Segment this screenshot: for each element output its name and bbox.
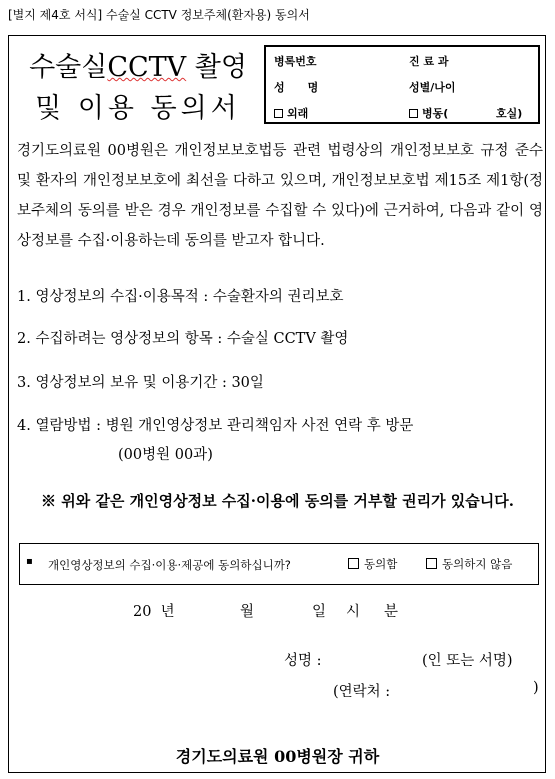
date-year: 20 년 [133, 604, 175, 620]
item-fields: 2. 수집하려는 영상정보의 항목 : 수술실 CCTV 촬영 [17, 331, 349, 347]
patient-info-box [264, 45, 540, 124]
date-minute: 분 [384, 604, 399, 620]
disagree-checkbox[interactable] [426, 558, 437, 569]
agree-checkbox[interactable] [348, 558, 359, 569]
refusal-warning: ※ 위와 같은 개인영상정보 수집·이용에 동의를 거부할 권리가 있습니다. [41, 492, 514, 510]
disagree-option[interactable]: 동의하지 않음 [426, 556, 512, 572]
title-line2: 및 이용 동의서 [35, 93, 241, 124]
dept-label: 진 료 과 [409, 55, 449, 68]
contact-label: (연락처 : [333, 684, 391, 700]
name-label: 성 명 [274, 81, 319, 94]
title-line1: 수술실CCTV 촬영 [29, 52, 247, 83]
date-day: 일 [312, 604, 327, 620]
consent-question: 개인영상정보의 수집·이용·제공에 동의하십니까? [48, 558, 291, 572]
contact-close: ) [533, 680, 539, 696]
signer-name-label: 성명 : [284, 653, 322, 669]
outpatient-checkbox[interactable] [274, 109, 283, 118]
ward-option[interactable]: 병동( [409, 105, 448, 121]
form-header-note: [별지 제4호 서식] 수술실 CCTV 정보주체(환자용) 동의서 [8, 8, 310, 22]
item-access-contact: (00병원 00과) [118, 447, 213, 463]
intro-paragraph: 경기도의료원 00병원은 개인정보보호법등 관련 법령상의 개인정보보호 규정 준수 및 환자의 개인정보보호에 최선을 다하고 있으며, 개인정보보호법 제15조 제1항(정보주체의 동의를 받은 경우 개인정보를 수집할 수 있다)에 근거하여, 다음과 같이 영상정보를 수집·이용하는데 동의를 받고자 합니다. [17, 143, 543, 249]
ward-checkbox[interactable] [409, 109, 418, 118]
consent-box [19, 543, 539, 585]
addressee-footer: 경기도의료원 00병원장 귀하 [175, 747, 380, 766]
room-label: 호실) [496, 107, 523, 120]
date-hour: 시 [346, 604, 361, 620]
bullet-icon: ▪ [26, 556, 33, 567]
reg-no-label: 병록번호 [274, 55, 317, 68]
document-title [18, 48, 258, 130]
sex-age-label: 성별/나이 [409, 81, 456, 94]
item-access-method: 4. 열람방법 : 병원 개인영상정보 관리책임자 사전 연락 후 방문 [17, 418, 414, 434]
seal-or-signature-label: (인 또는 서명) [422, 653, 513, 669]
outpatient-option[interactable]: 외래 [274, 105, 308, 121]
item-purpose: 1. 영상정보의 수집·이용목적 : 수술환자의 권리보호 [17, 289, 344, 305]
agree-option[interactable]: 동의함 [348, 556, 397, 572]
date-month: 월 [240, 604, 255, 620]
item-retention: 3. 영상정보의 보유 및 이용기간 : 30일 [17, 375, 264, 391]
